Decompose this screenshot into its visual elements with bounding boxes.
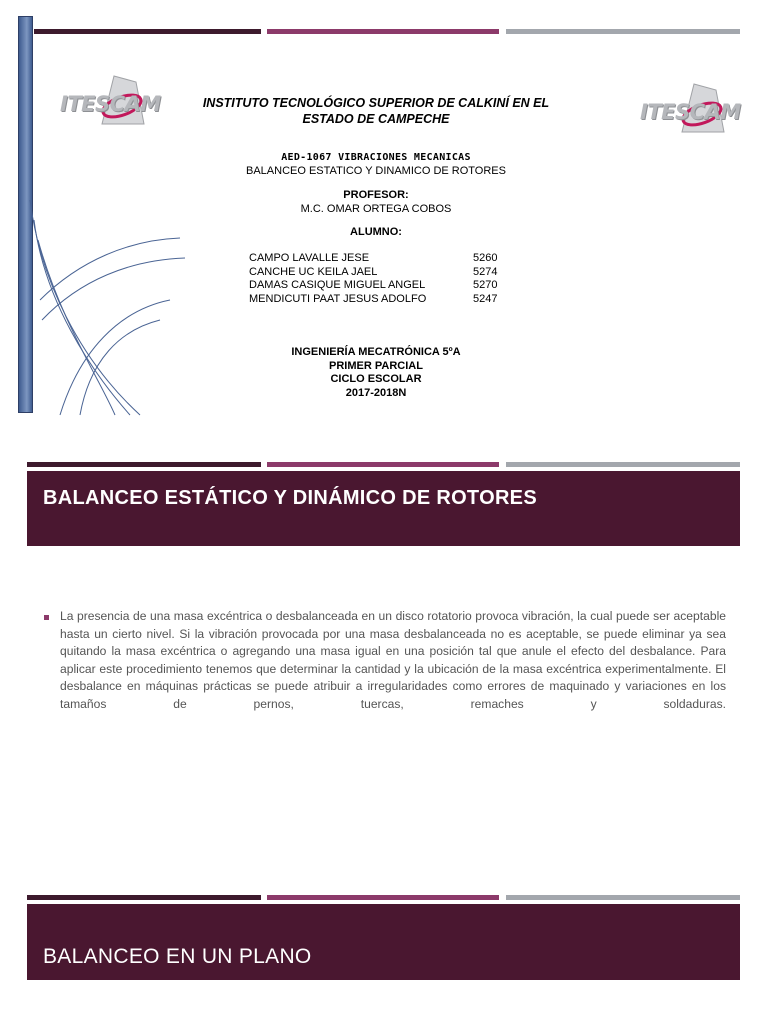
student-name: CAMPO LAVALLE JESE	[249, 252, 370, 264]
student-id: 5270	[473, 279, 498, 292]
accent-bar-gray	[506, 895, 740, 900]
student-id: 5260	[473, 252, 498, 264]
accent-bar-gray	[506, 462, 740, 467]
accent-bar-dark	[27, 462, 261, 467]
slide-title: BALANCEO EN UN PLANO	[43, 945, 312, 968]
institution-name: INSTITUTO TECNOLÓGICO SUPERIOR DE CALKINÍ EN EL ESTADO DE CAMPECHE	[202, 96, 550, 126]
accent-bar-magenta	[267, 895, 499, 900]
decorative-swirl-lines	[20, 180, 190, 420]
students-label: ALUMNO:	[350, 226, 402, 238]
professor-label: PROFESOR:	[343, 189, 409, 201]
cycle-label: CICLO ESCOLAR	[330, 373, 422, 385]
course-code: AED-1067 VIBRACIONES MECANICAS	[281, 152, 471, 163]
title-band	[27, 471, 740, 546]
accent-bar-dark	[34, 29, 261, 34]
student-row	[249, 252, 509, 266]
slide-title: BALANCEO ESTÁTICO Y DINÁMICO DE ROTORES	[43, 487, 537, 509]
logo-text: ITESCAM	[640, 100, 741, 124]
accent-bar-gray	[506, 29, 740, 34]
accent-bar-magenta	[267, 462, 499, 467]
student-id: 5247	[473, 293, 498, 306]
student-row	[249, 293, 509, 307]
student-name: CANCHE UC KEILA JAEL	[249, 265, 378, 278]
student-id: 5274	[473, 265, 498, 278]
student-row	[249, 279, 509, 293]
accent-bar-dark	[27, 895, 261, 900]
bullet-icon	[44, 615, 49, 620]
body-paragraph: La presencia de una masa excéntrica o desbalanceada en un disco rotatorio provoca vibración, la cual puede ser aceptable hasta un cierto nivel. Si la vibración provocada por una masa desbalanceada no es aceptable, se puede eliminar ya sea quitando la masa excéntrica o agregando una masa igual en una posición tal que anule el efecto del desbalance. Para aplicar este procedimiento tenemos que determinar la cantidad y la ubicación de la masa excéntrica experimentalmente. El desbalance en máquinas prácticas se puede atribuir a irregularidades como errores de maquinado y variaciones en los tamaños de pernos, tuercas, remaches y soldaduras.	[60, 609, 726, 711]
student-name: DAMAS CASIQUE MIGUEL ANGEL	[249, 279, 426, 292]
logo-text: ITESCAM	[60, 92, 161, 116]
accent-bar-magenta	[267, 29, 499, 34]
itescam-logo-left	[56, 46, 160, 150]
cycle-year: 2017-2018N	[345, 386, 407, 399]
professor-name: M.C. OMAR ORTEGA COBOS	[300, 203, 452, 215]
title-band	[27, 904, 740, 980]
partial: PRIMER PARCIAL	[329, 359, 423, 372]
student-row	[249, 266, 509, 280]
students-list	[249, 252, 509, 307]
course-details	[176, 346, 576, 400]
itescam-logo-right	[636, 54, 740, 158]
presentation-subtitle: BALANCEO ESTATICO Y DINAMICO DE ROTORES	[246, 165, 506, 177]
career: INGENIERÍA MECATRÓNICA 5ºA	[291, 346, 461, 358]
student-name: MENDICUTI PAAT JESUS ADOLFO	[249, 293, 427, 306]
